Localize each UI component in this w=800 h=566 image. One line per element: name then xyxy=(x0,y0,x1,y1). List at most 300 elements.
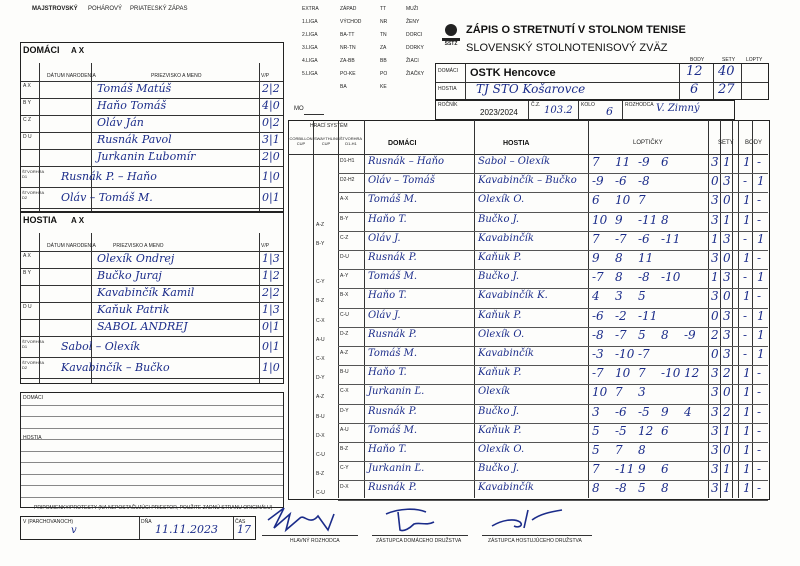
match-sets-home: 3 xyxy=(711,251,719,265)
match-set-score: 7 xyxy=(638,366,646,381)
match-set-score: -10 xyxy=(661,366,681,381)
league-cell: 2.LIGA xyxy=(302,32,318,38)
doubles-names: Rusnák P. – Haňo xyxy=(61,170,157,183)
time-label: ČAS xyxy=(235,519,246,525)
match-set-score: 5 xyxy=(638,289,646,304)
match-body-home: 1 xyxy=(743,289,751,304)
match-sets-home: 3 xyxy=(711,481,719,496)
match-pair-alt: C-X xyxy=(316,317,325,324)
match-sets-home: 0 xyxy=(711,347,719,361)
match-away: Kaňuk P. xyxy=(478,309,522,321)
match-sets-home: 3 xyxy=(711,423,719,438)
match-set-score: 5 xyxy=(638,327,646,342)
match-pair-alt: B-Z xyxy=(316,471,325,478)
match-set-score: 6 xyxy=(661,462,669,477)
league-cell: DORCI xyxy=(406,32,423,38)
league-cell: PO xyxy=(380,71,388,77)
match-sets-away: 3 xyxy=(723,174,731,189)
match-set-score: -11 xyxy=(638,212,658,227)
match-sets-away: 3 xyxy=(723,231,731,246)
col-body: BODY xyxy=(745,140,763,146)
domaci-sety: 40 xyxy=(718,64,735,79)
match-set-score: 8 xyxy=(615,270,623,285)
domaci-col-vp: V/P xyxy=(261,73,270,79)
player-vp: 1|3 xyxy=(262,252,280,265)
match-set-score: -7 xyxy=(638,347,650,361)
player-slot: D U xyxy=(23,134,32,140)
match-home: Tomáš M. xyxy=(368,424,418,436)
match-sets-away: 0 xyxy=(723,443,731,457)
federation-name: SLOVENSKÝ STOLNOTENISOVÝ ZVÄZ xyxy=(466,42,668,54)
match-body-away: - xyxy=(757,251,762,265)
match-body-home: 1 xyxy=(743,251,751,265)
match-sets-away: 1 xyxy=(723,155,731,169)
player-name: Bučko Juraj xyxy=(97,269,162,282)
sig-label-home: ZÁSTUPCA DOMÁCEHO DRUŽSTVA xyxy=(376,538,462,544)
player-name: Olexík Ondrej xyxy=(97,252,175,265)
domaci-roster-title: DOMÁCI xyxy=(23,45,60,55)
league-cell: VÝCHOD xyxy=(340,19,362,25)
player-vp: 2|2 xyxy=(262,286,280,299)
match-sets-away: 0 xyxy=(723,385,731,400)
match-set-score: 3 xyxy=(592,404,600,419)
match-sets-home: 3 xyxy=(711,289,719,304)
match-set-score: -8 xyxy=(615,481,627,496)
sig-label-guest: ZÁSTUPCA HOSTUJÚCEHO DRUŽSTVA xyxy=(488,538,582,544)
match-set-score: -9 xyxy=(592,174,604,189)
match-set-score: 3 xyxy=(615,289,623,304)
match-grid xyxy=(288,120,770,500)
sig-label-referee: HLAVNÝ ROZHODCA xyxy=(290,538,340,544)
league-cell: DORKY xyxy=(406,45,424,51)
league-cell: ZA-BB xyxy=(340,58,355,64)
kolo-label: KOLO xyxy=(581,102,595,108)
hostia-team-label: HOSTIA xyxy=(438,86,457,92)
league-cell: PO-KE xyxy=(340,71,356,77)
match-set-score: 7 xyxy=(615,385,623,400)
match-home: Tomáš M. xyxy=(368,194,418,206)
match-home: Haňo T. xyxy=(368,213,407,225)
tab-poharovy: POHÁROVÝ xyxy=(88,6,123,12)
sys-col-2: SWAYTHLING CUP xyxy=(314,136,341,146)
match-home: Rusnák P. xyxy=(368,252,417,263)
match-home: Oláv – Tomáš xyxy=(368,175,435,187)
match-home: Haňo T. xyxy=(368,367,407,379)
match-sets-away: 0 xyxy=(723,193,731,208)
match-pair-alt: D-Y xyxy=(316,375,325,382)
sys-col-1: CORBILLON CUP xyxy=(289,136,313,146)
match-set-score: -11 xyxy=(615,462,635,477)
match-set-score: 8 xyxy=(661,481,669,496)
col-sety: SETY xyxy=(718,140,734,146)
match-set-score: 5 xyxy=(592,443,600,457)
match-pair: D-Z xyxy=(340,330,349,337)
match-set-score: 8 xyxy=(615,251,623,265)
match-set-score: -9 xyxy=(638,155,650,169)
player-name: Tomáš Matúš xyxy=(97,82,172,95)
player-slot: D U xyxy=(23,304,32,310)
player-vp: 1|2 xyxy=(262,269,280,282)
hostia-ax: A X xyxy=(71,216,85,225)
league-cell: BA xyxy=(340,84,347,90)
match-body-away: 1 xyxy=(757,231,765,246)
domaci-ax: A X xyxy=(71,46,85,55)
match-body-home: 1 xyxy=(743,443,751,457)
match-body-away: - xyxy=(757,289,762,304)
doubles-slot: ŠTVORHRA D2 xyxy=(22,190,45,200)
col-hostia: HOSTIA xyxy=(503,140,530,147)
match-pair-alt: A-U xyxy=(316,336,325,343)
rocnik-label: ROČNÍK xyxy=(438,102,458,108)
match-set-score: 7 xyxy=(592,155,600,169)
match-set-score: 8 xyxy=(592,481,600,496)
match-set-score: 11 xyxy=(615,155,631,169)
match-pair: B-X xyxy=(340,292,349,299)
match-away: Bučko J. xyxy=(478,271,520,283)
cz-label: Č.Z. xyxy=(531,102,541,108)
hostia-roster xyxy=(20,212,284,384)
hostia-col-datum: DÁTUM NARODENIA xyxy=(47,243,96,249)
league-cell: KE xyxy=(380,84,387,90)
league-cell: TN xyxy=(380,32,387,38)
player-vp: 4|0 xyxy=(262,99,280,112)
match-sets-away: 2 xyxy=(723,366,731,381)
match-pair: C-Y xyxy=(340,465,349,472)
match-body-home: - xyxy=(743,270,748,285)
time-value: 17 xyxy=(237,523,251,536)
league-cell: 1.LIGA xyxy=(302,19,318,25)
match-away: Bučko J. xyxy=(478,213,520,225)
player-vp: 0|2 xyxy=(262,116,280,129)
match-pair-alt: C-U xyxy=(316,452,325,458)
match-set-score: 4 xyxy=(592,289,600,304)
match-set-score: 4 xyxy=(684,404,692,419)
match-set-score: -5 xyxy=(638,404,650,419)
match-home: Rusnák P. xyxy=(368,405,417,417)
match-sets-away: 1 xyxy=(723,423,731,438)
match-sets-away: 0 xyxy=(723,289,731,304)
match-set-score: 10 xyxy=(615,366,631,381)
match-set-score: 11 xyxy=(638,251,654,265)
rozhodca-label: ROZHODCA xyxy=(625,102,654,108)
notes-hostia-label: HOSTIA xyxy=(23,435,42,441)
domaci-roster xyxy=(20,42,284,212)
match-pair: C-X xyxy=(340,388,349,395)
domaci-team-label: DOMÁCI xyxy=(438,68,458,74)
page-title: ZÁPIS O STRETNUTÍ V STOLNOM TENISE xyxy=(466,24,686,36)
league-cell: NR xyxy=(380,19,388,25)
player-name: Jurkanin Ľubomír xyxy=(97,150,196,163)
tab-majstrovsky: MAJSTROVSKÝ xyxy=(32,6,78,12)
match-body-home: 1 xyxy=(743,366,751,381)
match-set-score: 5 xyxy=(592,423,600,438)
league-header-muzi: MUŽI xyxy=(406,6,419,12)
match-set-score: 9 xyxy=(661,404,669,419)
match-set-score: 10 xyxy=(592,385,608,400)
league-cell: 4.LIGA xyxy=(302,58,318,64)
date-label: DŇA xyxy=(141,519,152,525)
lopty-header: LOPTY xyxy=(746,57,763,63)
sys-col-3: ŠTVORHRA D1-H1 xyxy=(339,136,363,146)
system-label: HRACÍ SYSTÉM xyxy=(310,123,348,129)
player-vp: 1|3 xyxy=(262,303,280,316)
league-cell: 3.LIGA xyxy=(302,45,318,51)
match-pair: A-X xyxy=(340,196,349,203)
match-sets-home: 2 xyxy=(711,327,719,342)
match-body-home: 1 xyxy=(743,481,751,496)
match-body-away: - xyxy=(757,462,762,477)
match-body-home: - xyxy=(743,308,748,323)
match-set-score: -8 xyxy=(638,270,650,285)
body-header: BODY xyxy=(690,57,705,63)
match-set-score: -7 xyxy=(615,327,627,342)
match-pair: A-U xyxy=(340,426,349,433)
league-header-tt: TT xyxy=(380,6,387,12)
match-sets-away: 3 xyxy=(723,270,731,285)
doubles-slot: ŠTVORHRA D1 xyxy=(22,339,45,349)
match-sets-home: 3 xyxy=(711,193,719,208)
match-set-score: 8 xyxy=(661,327,669,342)
domaci-col-datum: DÁTUM NARODENIA xyxy=(47,73,96,79)
match-body-away: - xyxy=(757,404,762,419)
match-body-away: 1 xyxy=(757,270,765,285)
match-set-score: -11 xyxy=(661,231,681,246)
match-sets-home: 3 xyxy=(711,462,719,477)
match-set-score: 6 xyxy=(592,193,600,208)
match-home: Haňo T. xyxy=(368,444,407,455)
match-body-home: 1 xyxy=(743,462,751,477)
hostia-col-meno: PRIEZVISKO A MENO xyxy=(113,243,164,249)
match-set-score: -8 xyxy=(638,174,650,189)
match-pair: B-U xyxy=(340,369,349,376)
match-body-home: 1 xyxy=(743,212,751,227)
match-away: Olexík O. xyxy=(478,328,525,340)
match-away: Kaňuk P. xyxy=(478,252,522,263)
match-sets-home: 3 xyxy=(711,443,719,457)
player-vp: 0|1 xyxy=(262,320,280,333)
match-body-away: 1 xyxy=(757,347,765,361)
match-pair-alt: A-Z xyxy=(316,221,325,228)
match-away: Olexík xyxy=(478,386,511,398)
match-set-score: -6 xyxy=(615,174,627,189)
match-set-score: 3 xyxy=(638,385,646,400)
league-cell: NR-TN xyxy=(340,45,356,51)
league-header-zapad: ZÁPAD xyxy=(340,6,357,12)
match-body-home: 1 xyxy=(743,385,751,400)
match-away: Sabol – Olexík xyxy=(478,156,551,167)
match-home: Jurkanin Ľ. xyxy=(368,386,425,398)
match-pair-alt: B-Z xyxy=(316,298,325,305)
match-set-score: 10 xyxy=(615,193,631,208)
match-sets-home: 0 xyxy=(711,174,719,189)
rocnik-value: 2023/2024 xyxy=(480,108,518,117)
match-sets-away: 1 xyxy=(723,212,731,227)
match-body-away: - xyxy=(757,155,762,169)
player-slot: C Z xyxy=(23,117,32,123)
hostia-team-name: TJ STO Košarovce xyxy=(476,82,586,96)
match-sets-home: 3 xyxy=(711,155,719,169)
match-body-home: 1 xyxy=(743,155,751,169)
match-pair: D2-H2 xyxy=(340,177,355,184)
team-score-box xyxy=(435,63,769,100)
match-sets-home: 3 xyxy=(711,366,719,381)
sstz-logo xyxy=(440,22,462,52)
match-home: Haňo T. xyxy=(368,290,407,302)
doubles-vp: 0|1 xyxy=(262,340,280,353)
player-slot: B Y xyxy=(23,270,31,276)
match-pair-alt: B-U xyxy=(316,413,325,420)
match-set-score: -3 xyxy=(592,347,604,361)
domaci-col-meno: PRIEZVISKO A MENO xyxy=(151,73,202,79)
match-set-score: -10 xyxy=(661,270,681,285)
match-sets-home: 1 xyxy=(711,231,719,246)
mo-label: MO xyxy=(294,106,304,112)
match-pair: B-Z xyxy=(340,446,349,452)
rozhodca-value: V. Zimný xyxy=(656,103,700,114)
match-set-score: 7 xyxy=(638,193,646,208)
hostia-roster-title: HOSTIA xyxy=(23,215,58,225)
match-set-score: -6 xyxy=(638,231,650,246)
doubles-slot: ŠTVORHRA D1 xyxy=(22,169,45,179)
match-body-away: 1 xyxy=(757,327,765,342)
match-sets-away: 1 xyxy=(723,481,731,496)
match-pair-alt: C-X xyxy=(316,356,325,362)
match-pair: A-Z xyxy=(340,350,349,356)
match-body-home: - xyxy=(743,327,748,342)
match-away: Bučko J. xyxy=(478,405,520,417)
match-set-score: -11 xyxy=(638,308,658,323)
home-signature-icon xyxy=(380,502,460,536)
match-pair: D-U xyxy=(340,254,349,260)
match-set-score: 7 xyxy=(592,462,600,477)
notes-domaci-label: DOMÁCI xyxy=(23,395,43,401)
match-set-score: 12 xyxy=(638,423,654,438)
match-pair: D-Y xyxy=(340,407,349,414)
player-vp: 3|1 xyxy=(262,133,280,146)
match-sets-away: 3 xyxy=(723,308,731,323)
league-cell: ŽENY xyxy=(406,19,420,25)
col-lopticky: LOPTIČKY xyxy=(633,140,663,146)
match-set-score: -8 xyxy=(592,327,604,342)
match-home: Oláv J. xyxy=(368,232,401,244)
player-slot: B Y xyxy=(23,100,31,106)
match-set-score: -6 xyxy=(615,404,627,419)
notes-box xyxy=(20,392,284,508)
match-body-away: - xyxy=(757,366,762,381)
league-cell: ŽIACI xyxy=(406,58,419,64)
match-pair-alt: A-Z xyxy=(316,394,325,401)
player-slot: A X xyxy=(23,83,31,89)
match-away: Kavabinčík K. xyxy=(478,290,548,302)
match-sets-away: 0 xyxy=(723,251,731,265)
match-home: Tomáš M. xyxy=(368,348,418,359)
player-vp: 2|2 xyxy=(262,82,280,95)
hostia-sety: 27 xyxy=(718,82,735,97)
match-set-score: 8 xyxy=(661,212,669,227)
match-home: Rusnák P. xyxy=(368,482,417,494)
doubles-names: Kavabinčík – Bučko xyxy=(61,361,170,374)
match-body-home: - xyxy=(743,347,748,361)
match-home: Tomáš M. xyxy=(368,271,418,283)
doubles-names: Oláv – Tomáš M. xyxy=(61,191,153,204)
player-name: SABOL ANDREJ xyxy=(97,320,188,333)
player-name: Oláv Ján xyxy=(97,116,144,129)
match-home: Rusnák – Haňo xyxy=(368,156,445,167)
match-body-away: - xyxy=(757,423,762,438)
match-body-away: - xyxy=(757,212,762,227)
match-set-score: -5 xyxy=(615,423,627,438)
match-away: Kavabinčík – Bučko xyxy=(478,175,577,187)
match-body-home: - xyxy=(743,174,748,189)
match-pair: C-Z xyxy=(340,234,349,241)
match-set-score: -10 xyxy=(615,347,635,361)
match-pair-alt: C-U xyxy=(316,490,325,497)
match-pair: B-Y xyxy=(340,215,349,222)
league-table xyxy=(294,6,440,112)
player-slot: A X xyxy=(23,253,31,259)
domaci-team-name: OSTK Hencovce xyxy=(470,67,556,79)
match-pair: A-Y xyxy=(340,273,349,280)
tab-priatelsky: PRIATEĽSKÝ ZÁPAS xyxy=(130,6,188,12)
match-set-score: 6 xyxy=(661,423,669,438)
match-set-score: -7 xyxy=(592,366,604,381)
match-body-home: 1 xyxy=(743,423,751,438)
match-body-away: - xyxy=(757,443,762,457)
match-home: Jurkanin Ľ. xyxy=(368,463,425,475)
match-set-score: -6 xyxy=(592,308,604,323)
match-body-away: 1 xyxy=(757,174,765,189)
doubles-slot: ŠTVORHRA D2 xyxy=(22,360,45,370)
match-pair: D-X xyxy=(340,484,349,491)
doubles-vp: 0|1 xyxy=(262,191,280,204)
match-sets-home: 3 xyxy=(711,404,719,419)
match-set-score: 9 xyxy=(615,212,623,227)
footer-place-box xyxy=(20,516,256,540)
league-cell: ŽIAČKY xyxy=(406,71,425,77)
match-home: Oláv J. xyxy=(368,309,401,321)
meta-row xyxy=(435,100,735,120)
player-name: Rusnák Pavol xyxy=(97,133,172,146)
kolo-value: 6 xyxy=(606,105,613,118)
match-away: Kavabinčík xyxy=(478,348,534,359)
match-set-score: 6 xyxy=(661,155,669,169)
match-set-score: 12 xyxy=(684,366,700,381)
player-name: Kaňuk Patrik xyxy=(97,303,170,316)
match-set-score: -2 xyxy=(615,308,627,323)
match-set-score: -9 xyxy=(684,327,696,342)
player-name: Kavabinčík Kamil xyxy=(97,286,195,299)
match-sets-home: 3 xyxy=(711,212,719,227)
col-domaci: DOMÁCI xyxy=(388,140,417,147)
league-cell: BA-TT xyxy=(340,32,355,38)
match-sets-home: 3 xyxy=(711,385,719,400)
match-set-score: 9 xyxy=(638,462,646,477)
player-vp: 2|0 xyxy=(262,150,280,163)
match-sets-away: 2 xyxy=(723,404,731,419)
domaci-body: 12 xyxy=(686,64,703,79)
league-header-extra: EXTRA xyxy=(302,6,319,12)
cz-value: 103.2 xyxy=(544,105,573,116)
hostia-col-vp: V/P xyxy=(261,243,270,249)
league-cell: ZA xyxy=(380,45,387,51)
league-cell: BB xyxy=(380,58,387,64)
match-away: Kavabinčík xyxy=(478,482,534,494)
date-value: 11.11.2023 xyxy=(155,523,218,536)
match-away: Olexík O. xyxy=(478,444,525,455)
guest-signature-icon xyxy=(484,500,574,534)
league-cell: 5.LIGA xyxy=(302,71,318,77)
place-value: v xyxy=(71,525,77,536)
